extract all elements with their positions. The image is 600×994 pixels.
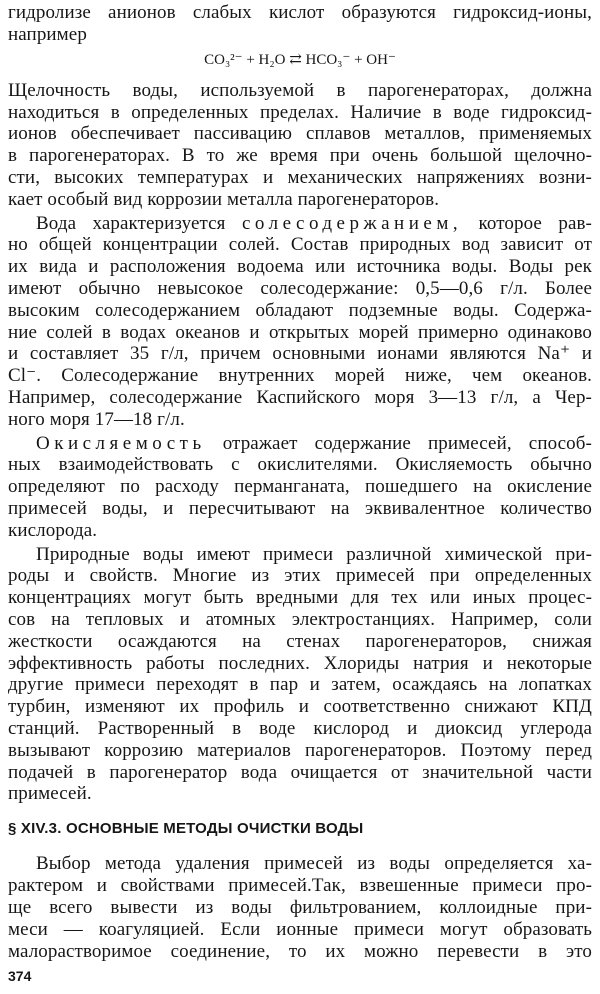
spaced-term: Окисляемость <box>36 433 206 454</box>
text-line: но общей концентрации солей. Состав природных вод зависит от <box>8 234 592 255</box>
text-line: жесткости осаждаются на стенах парогенераторов, снижая <box>8 631 592 652</box>
text-run: которое рав- <box>478 213 592 234</box>
text-line: высоким солесодержанием обладают подземные воды. Содержа- <box>8 300 592 321</box>
text-line: сти, высоких температурах и механических напряжениях возни- <box>8 167 592 188</box>
text-line <box>36 433 592 455</box>
text-run: отражает содержание примесей, способ- <box>222 433 592 454</box>
text-line: и составляет 35 г/л, причем основными ионами являются Na⁺ и <box>8 343 592 364</box>
text-line: меси — коагуляцией. Если ионные примеси могут образовать <box>8 919 592 940</box>
text-line: ных взаимодействовать с окислителями. Окисляемость обычно <box>8 454 592 475</box>
text-line: кислорода. <box>8 520 98 541</box>
text-line: кает особый вид коррозии металла парогенераторов. <box>8 189 440 210</box>
text-line: гидролизе анионов слабых кислот образуются гидроксид-ионы, <box>8 2 592 23</box>
text-line: вызывают коррозию материалов парогенераторов. Поэтому перед <box>8 740 592 761</box>
text-line: ще всего вывести из воды фильтрованием, коллоидные при- <box>8 897 592 918</box>
text-line: в парогенераторах. В то же время при очень большой щелочно- <box>8 145 592 166</box>
section-heading: § XIV.3. ОСНОВНЫЕ МЕТОДЫ ОЧИСТКИ ВОДЫ <box>8 820 364 837</box>
text-line: Например, солесодержание Каспийского моря 3—13 г/л, а Чер- <box>8 387 592 408</box>
text-line: роды и свойств. Многие из этих примесей при определенных <box>8 565 592 586</box>
text-line: их вида и расположения водоема или источника воды. Воды рек <box>8 256 592 277</box>
text-line: определяют по расходу перманганата, пошедшего на окисление <box>8 476 592 497</box>
text-line: эффективность работы последних. Хлориды натрия и некоторые <box>8 653 592 674</box>
text-line: ного моря 17—18 г/л. <box>8 409 185 430</box>
text-line: турбин, изменяют их профиль и соответственно снижают КПД <box>8 696 592 717</box>
text-line: примесей воды, и пересчитывают на эквивалентное количество <box>8 498 592 519</box>
text-line: Природные воды имеют примеси различной химической при- <box>36 544 592 565</box>
text-line <box>36 213 592 235</box>
page-number: 374 <box>8 968 32 984</box>
text-line: сов на тепловых и атомных электростанциях. Например, соли <box>8 609 592 630</box>
text-line: рактером и свойствами примесей.Так, взвешенные примеси про- <box>8 875 592 896</box>
chemical-equation: CO₃²⁻ + H₂O ⇄ HCO₃⁻ + OH⁻ <box>204 52 396 68</box>
text-line: Выбор метода удаления примесей из воды определяется ха- <box>36 853 592 874</box>
text-line: Cl⁻. Солесодержание внутренних морей ниже, чем океанов. <box>8 365 592 386</box>
text-line: концентрациях могут быть вредными для тех или иных процес- <box>8 587 592 608</box>
text-run: Вода характеризуется <box>36 213 226 234</box>
spaced-term: солесодержанием, <box>241 213 463 234</box>
text-line: находиться в определенных пределах. Наличие в воде гидроксид- <box>8 102 592 123</box>
text-line: другие примеси переходят в пар и затем, осаждаясь на лопатках <box>8 674 592 695</box>
text-line: например <box>8 24 87 45</box>
text-line: станций. Растворенный в воде кислород и диоксид углерода <box>8 718 592 739</box>
text-line: примесей. <box>8 783 92 804</box>
text-line: Щелочность воды, используемой в парогенераторах, должна <box>8 80 592 101</box>
text-line: ионов обеспечивает пассивацию сплавов металлов, применяемых <box>8 123 592 144</box>
text-line: ние солей в водах океанов и открытых морей примерно одинаково <box>8 322 592 343</box>
text-line: имеют обычно невысокое солесодержание: 0,5—0,6 г/л. Более <box>8 278 592 299</box>
text-line: малорастворимое соединение, то их можно перевести в это <box>8 941 592 962</box>
text-line: подачей в парогенератор вода очищается от значительной части <box>8 762 592 783</box>
